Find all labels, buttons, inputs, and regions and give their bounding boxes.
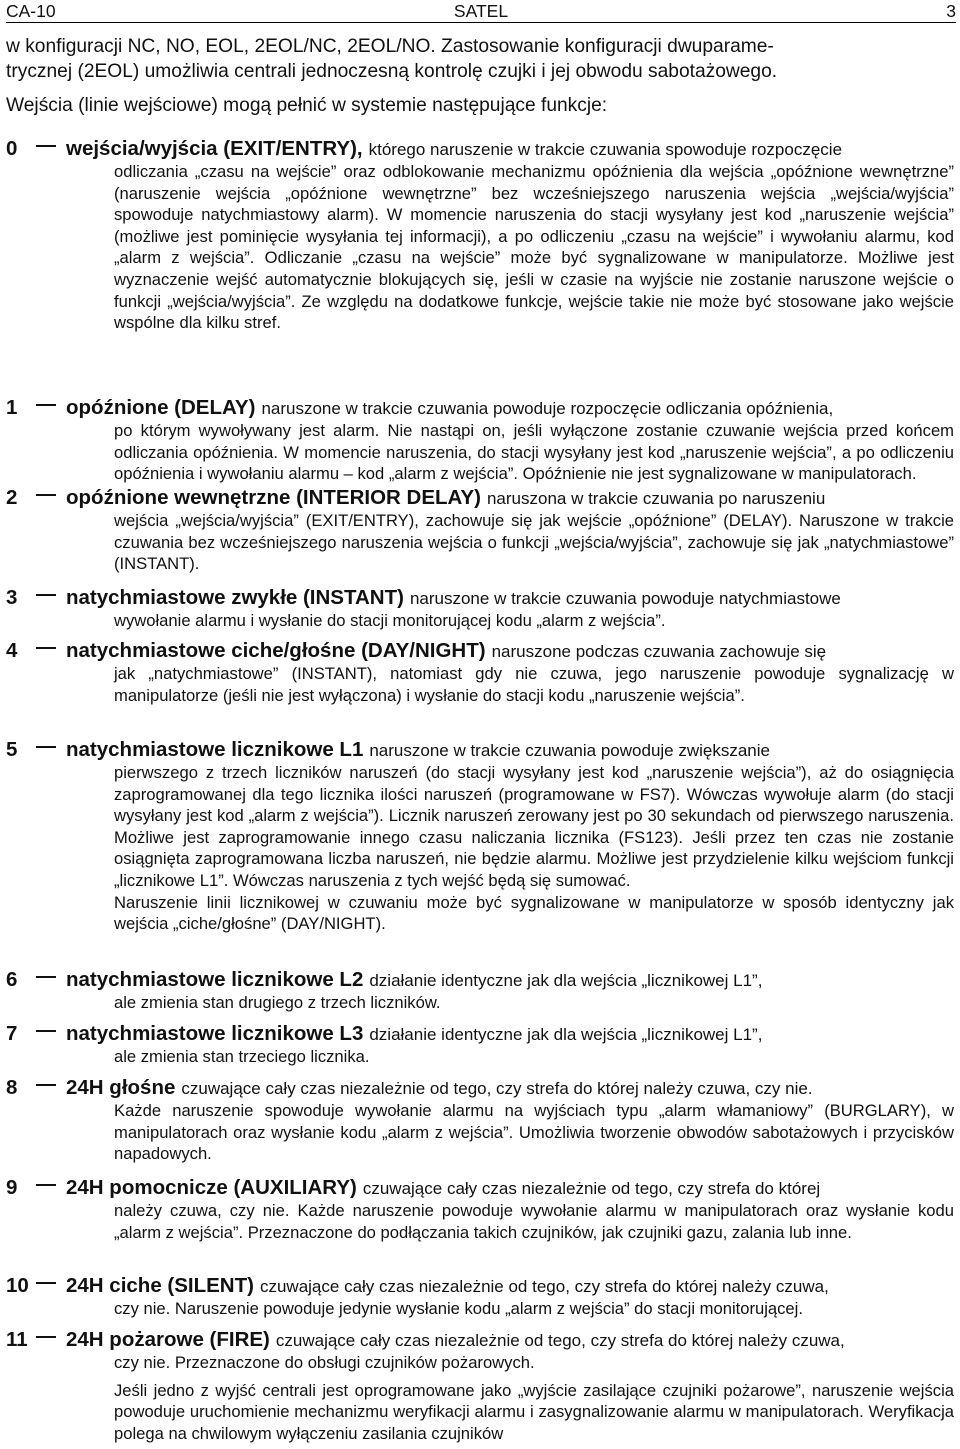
header-model: CA-10 — [6, 1, 56, 21]
function-description: czuwające cały czas niezależnie od tego, czy strefa do której należy czuwa, — [275, 1331, 845, 1350]
function-description: naruszone w trakcie czuwania powoduje natychmiastowe — [409, 589, 841, 608]
page-header — [6, 0, 956, 23]
function-name: wejścia/wyjścia (EXIT/ENTRY), — [66, 137, 363, 160]
function-description: naruszona w trakcie czuwania po naruszeniu — [486, 489, 826, 508]
function-body: ale zmienia stan trzeciego licznika. — [114, 1047, 370, 1066]
function-name: natychmiastowe licznikowe L1 — [66, 738, 364, 761]
dash — [36, 145, 56, 147]
dash — [36, 976, 56, 978]
function-body: odliczania „czasu na wejście” oraz odblokowanie mechanizmu opóźnienia dla wejścia „opóźnione wewnętrzne” (naruszenie wejścia „opóźnione wewnętrzne” bez wcześniejszego naruszenia wejścia „wejścia/wyjścia” spowoduje natychmiastowy alarm). W momencie naruszenia do stacji wysyłany jest kod „naruszenie wejścia” (możliwe jest pominięcie wysyłania tej informacji), a po odliczeniu „czasu na wejście” i wywołaniu alarmu, kod „alarm z wejścia”. Odliczanie „czasu na wejście” może być sygnalizowane w manipulatorze. Możliwe jest wyznaczenie wejść automatycznie blokujących się, jeśli w czasie na wyjście nie zostanie naruszone wejście o funkcji „wejścia/wyjścia”. Ze względu na dodatkowe funkcje, wejście takie nie może być stosowane jako wejście wspólne dla kilku stref. — [114, 162, 954, 333]
function-body: Naruszenie linii licznikowej w czuwaniu może być sygnalizowane w manipulatorze w sposób identyczny jak wejścia „ciche/głośne” (DAY/NIGHT). — [114, 892, 954, 934]
function-body: czy nie. Przeznaczone do obsługi czujników pożarowych. — [114, 1353, 535, 1372]
dash — [36, 594, 56, 596]
header-page-number: 3 — [946, 1, 956, 21]
function-body: ale zmienia stan drugiego z trzech liczników. — [114, 993, 441, 1012]
function-name: opóźnione (DELAY) — [66, 396, 256, 419]
function-body: czy nie. Naruszenie powoduje jedynie wysłanie kodu „alarm z wejścia” do stacji monitorującej. — [114, 1299, 803, 1318]
function-item-3 — [6, 586, 954, 632]
function-number: 1 — [6, 396, 18, 419]
dash — [36, 1084, 56, 1086]
function-body: wejścia „wejścia/wyjścia” (EXIT/ENTRY), zachowuje się jak wejście „opóźnione” (DELAY). Naruszone w trakcie czuwania bez wcześniejszego naruszenia wejścia o funkcji „wejścia/wyjścia”, zachowuje się jak „natychmiastowe” (INSTANT). — [114, 511, 954, 574]
intro-line: Wejścia (linie wejściowe) mogą pełnić w systemie następujące funkcje: — [6, 95, 608, 116]
dash — [36, 647, 56, 649]
function-name: natychmiastowe licznikowe L2 — [66, 968, 364, 991]
function-body: Jeśli jedno z wyjść centrali jest oprogramowane jako „wyjście zasilające czujniki pożarowe”, naruszenie wejścia powoduje uruchomienie mechanizmu weryfikacji alarmu i zasygnalizowanie alarmu w manipulatorach. Weryfikacja polega na chwilowym wyłączeniu zasilania czujników — [114, 1380, 954, 1443]
function-item-9 — [6, 1176, 954, 1243]
function-item-4 — [6, 639, 954, 706]
dash — [36, 1184, 56, 1186]
function-item-10 — [6, 1274, 954, 1320]
function-body: wywołanie alarmu i wysłanie do stacji monitorującej kodu „alarm z wejścia”. — [114, 611, 666, 630]
function-item-8 — [6, 1076, 954, 1165]
intro-line: w konfiguracji NC, NO, EOL, 2EOL/NC, 2EOL/NO. Zastosowanie konfiguracji dwuparame- — [6, 36, 774, 57]
function-number: 11 — [6, 1328, 28, 1351]
function-description: naruszone podczas czuwania zachowuje się — [491, 642, 827, 661]
function-description: czuwające cały czas niezależnie od tego, czy strefa do której — [362, 1179, 821, 1198]
function-description: działanie identyczne jak dla wejścia „licznikowej L1”, — [369, 971, 763, 990]
function-item-2 — [6, 486, 954, 575]
function-description: naruszone w trakcie czuwania powoduje zwiększanie — [369, 741, 770, 760]
dash — [36, 1336, 56, 1338]
function-name: 24H pożarowe (FIRE) — [66, 1328, 270, 1351]
function-description: naruszone w trakcie czuwania powoduje rozpoczęcie odliczania opóźnienia, — [261, 399, 834, 418]
function-number: 9 — [6, 1176, 18, 1199]
function-body: Każde naruszenie spowoduje wywołanie alarmu na wyjściach typu „alarm włamaniowy” (BURGLARY), w manipulatorach oraz wysłanie kodu „alarm z wejścia”. Umożliwia tworzenie obwodów sabotażowych i przycisków napadowych. — [114, 1101, 954, 1164]
intro-line: trycznej (2EOL) umożliwia centrali jednoczesną kontrolę czujki i jej obwodu sabotażowego. — [6, 61, 778, 82]
function-body: po którym wywoływany jest alarm. Nie nastąpi on, jeśli wyłączone zostanie czuwanie wejścia przed końcem odliczania opóźnienia. W momencie naruszenia, do stacji wysyłany jest kod „naruszenie wejścia”, a po odliczeniu opóźnienia i wywołaniu alarmu – kod „alarm z wejścia”. Opóźnienie nie jest sygnalizowane w manipulatorach. — [114, 421, 954, 484]
function-description: którego naruszenie w trakcie czuwania spowoduje rozpoczęcie — [368, 140, 843, 159]
function-number: 5 — [6, 738, 18, 761]
dash — [36, 746, 56, 748]
dash — [36, 494, 56, 496]
function-description: czuwające cały czas niezależnie od tego, czy strefa do której należy czuwa, — [259, 1277, 829, 1296]
dash — [36, 1282, 56, 1284]
function-name: natychmiastowe zwykłe (INSTANT) — [66, 586, 404, 609]
function-number: 2 — [6, 486, 18, 509]
function-body: należy czuwa, czy nie. Każde naruszenie powoduje wywołanie alarmu w manipulatorach oraz wysłanie kodu „alarm z wejścia”. Przeznaczone do podłączania takich czujników, jak czujniki gazu, zalania lub inne. — [114, 1201, 954, 1242]
function-name: natychmiastowe ciche/głośne (DAY/NIGHT) — [66, 639, 486, 662]
function-number: 10 — [6, 1274, 29, 1297]
function-description: działanie identyczne jak dla wejścia „licznikowej L1”, — [369, 1025, 763, 1044]
function-name: 24H pomocnicze (AUXILIARY) — [66, 1176, 357, 1199]
function-item-1 — [6, 396, 954, 485]
function-name: natychmiastowe licznikowe L3 — [66, 1022, 364, 1045]
function-number: 3 — [6, 586, 18, 609]
header-brand: SATEL — [453, 1, 509, 21]
function-item-6 — [6, 968, 954, 1014]
function-number: 8 — [6, 1076, 18, 1099]
function-item-7 — [6, 1022, 954, 1068]
function-number: 6 — [6, 968, 18, 991]
function-number: 4 — [6, 639, 18, 662]
function-item-0 — [6, 137, 954, 334]
function-body: jak „natychmiastowe” (INSTANT), natomiast gdy nie czuwa, jego naruszenie powoduje sygnalizację w manipulatorze (jeśli nie jest wyłączona) i wysłanie do stacji kodu „naruszenie wejścia”. — [114, 664, 954, 705]
dash — [36, 404, 56, 406]
function-number: 7 — [6, 1022, 18, 1045]
function-name: 24H ciche (SILENT) — [66, 1274, 254, 1297]
function-item-11 — [6, 1328, 954, 1444]
function-body: pierwszego z trzech liczników naruszeń (do stacji wysyłany jest kod „naruszenie wejścia”), aż do osiągnięcia zaprogramowanej dla tego licznika ilości naruszeń (programowane w FS7). Wówczas wywołuje alarm (do stacji wysyłany jest kod „alarm z wejścia”). Licznik naruszeń zerowany jest po 30 sekundach od pierwszego naruszenia. Możliwe jest zaprogramowanie innego czasu naliczania licznika (FS123). Jeśli przez ten czas nie zostanie osiągnięta zaprogramowana liczba naruszeń, nie będzie alarmu. Możliwe jest przydzielenie kilku wejściom funkcji „licznikowe L1”. Wówczas naruszenia z tych wejść będą się sumować. — [114, 763, 954, 890]
dash — [36, 1030, 56, 1032]
function-number: 0 — [6, 137, 18, 160]
function-item-5 — [6, 738, 954, 935]
function-name: opóźnione wewnętrzne (INTERIOR DELAY) — [66, 486, 481, 509]
function-description: czuwające cały czas niezależnie od tego, czy strefa do której należy czuwa, czy nie. — [181, 1079, 813, 1098]
function-name: 24H głośne — [66, 1076, 176, 1099]
